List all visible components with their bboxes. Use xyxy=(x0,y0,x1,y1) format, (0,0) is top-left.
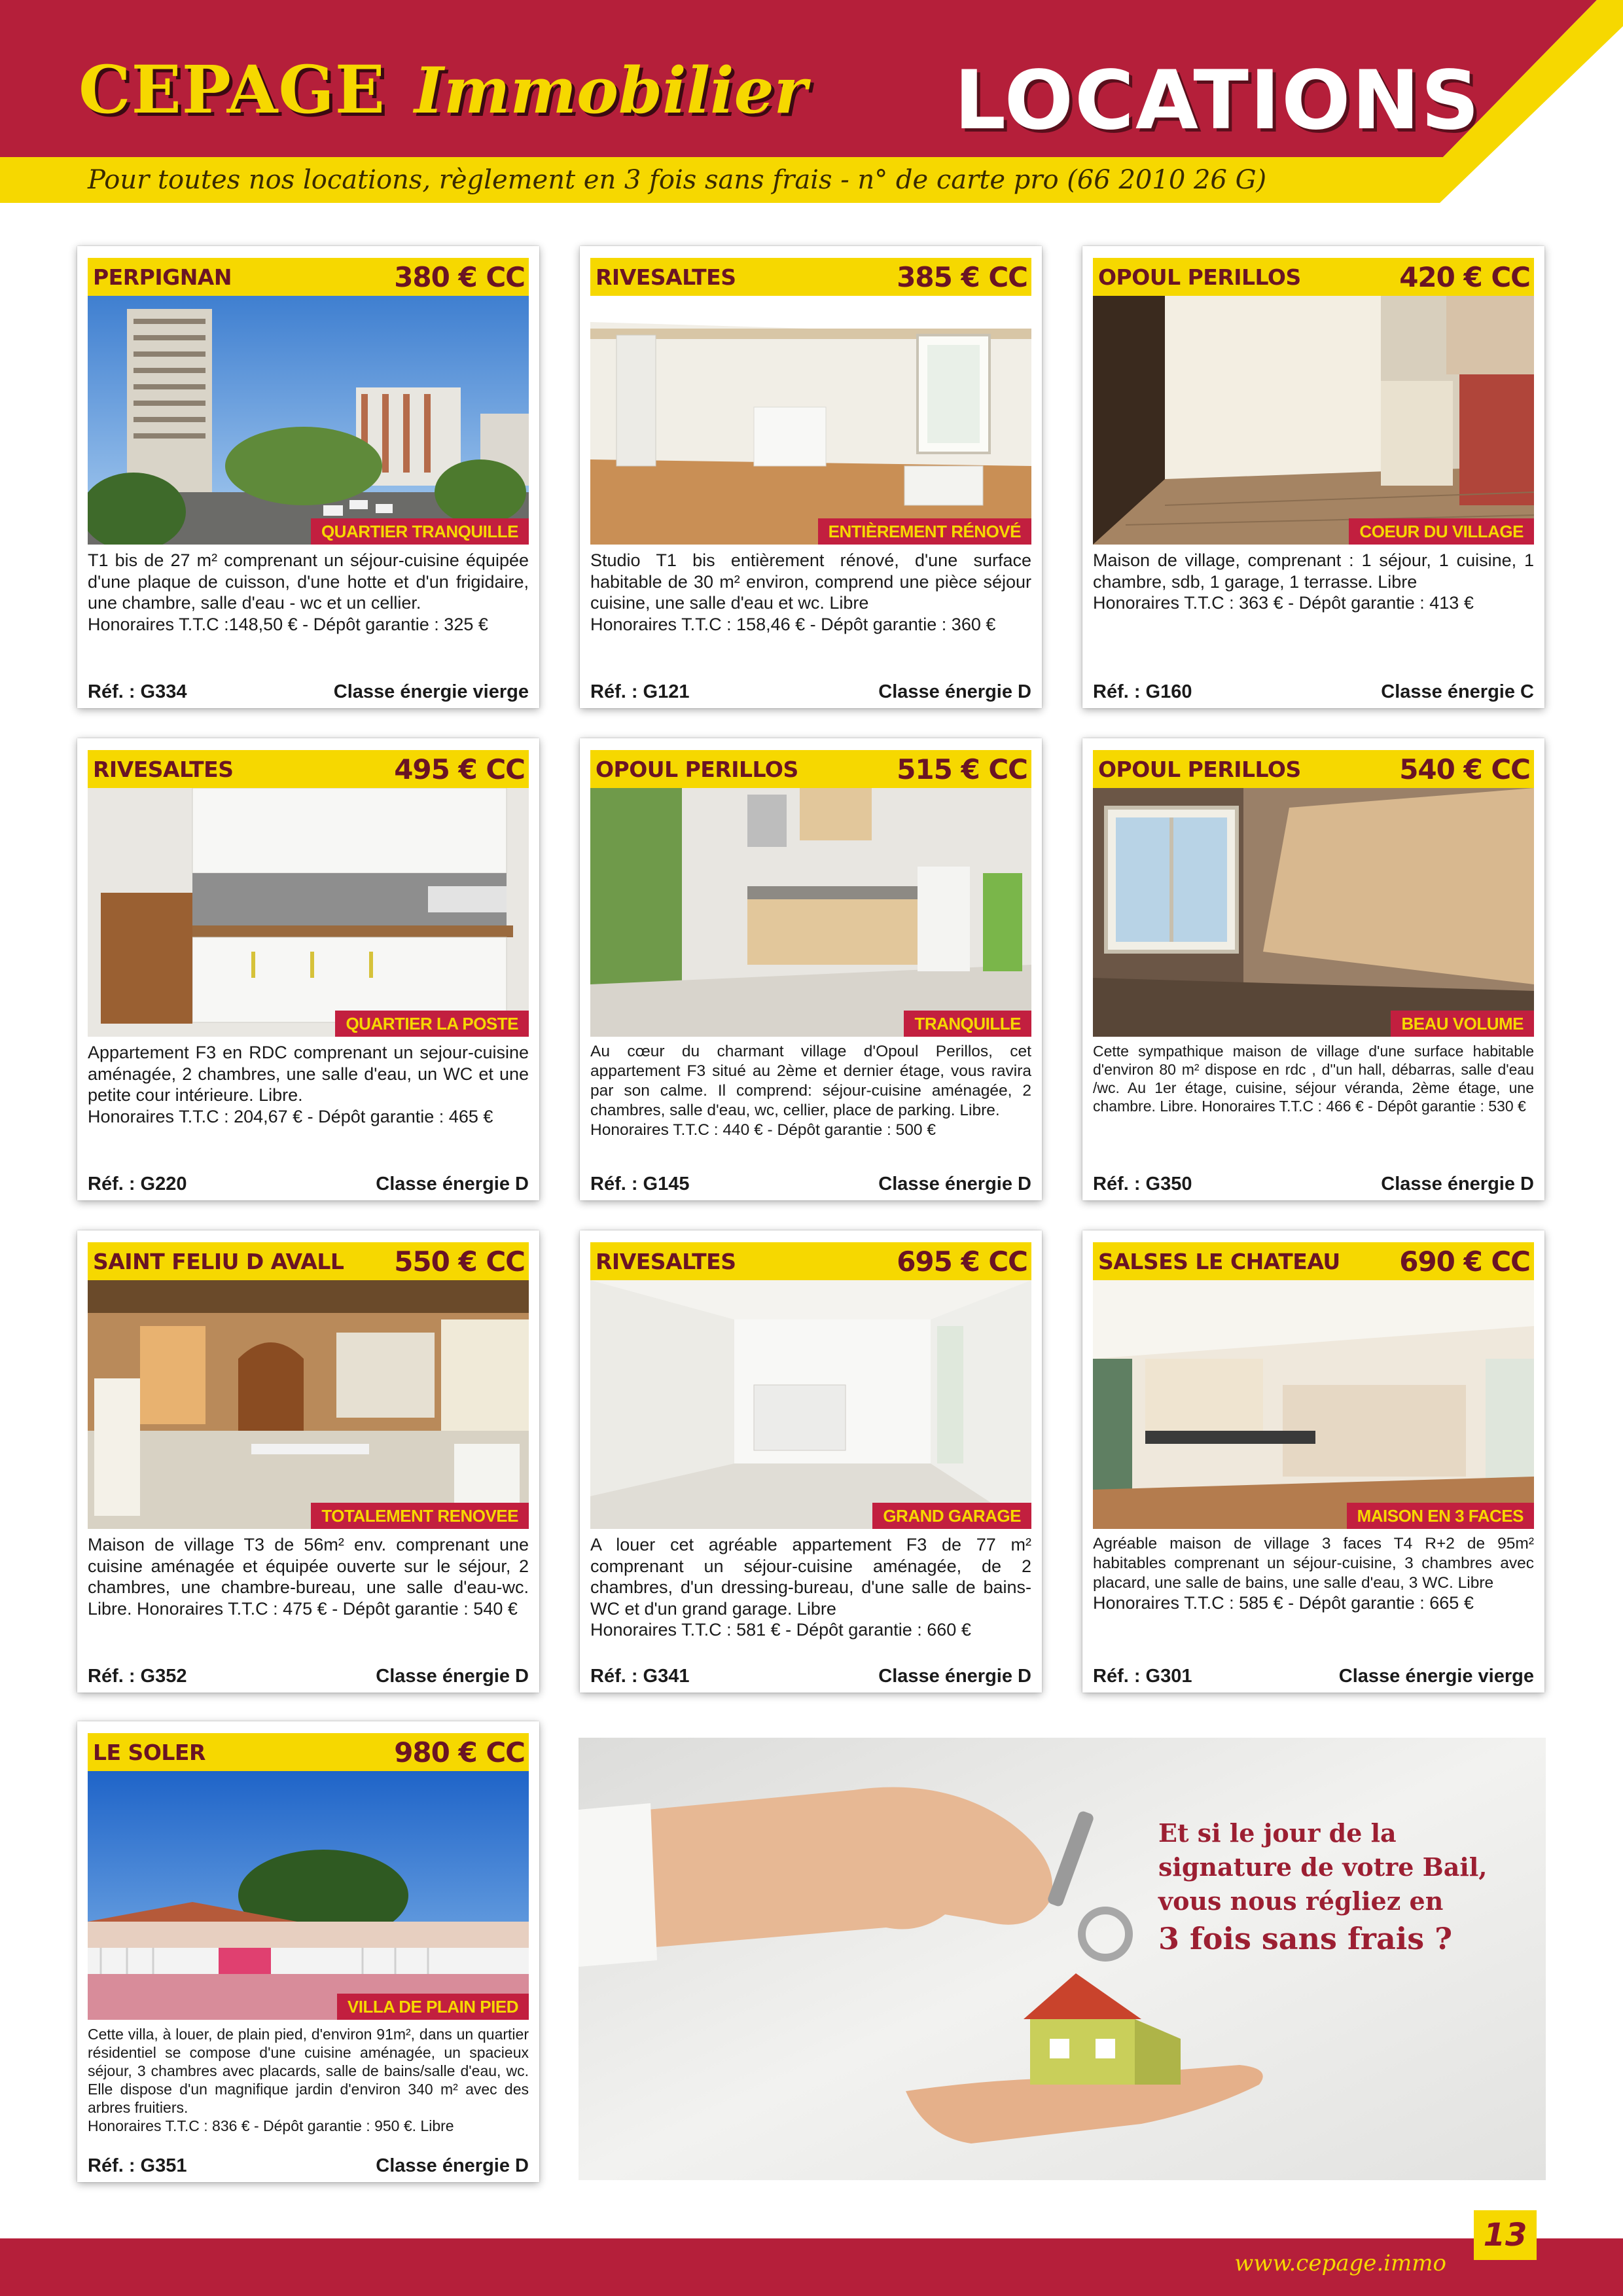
listing-card[interactable] xyxy=(77,738,539,1200)
listing-tag: GRAND GARAGE xyxy=(872,1503,1031,1529)
listing-energy: Classe énergie C xyxy=(1381,681,1534,702)
listing-energy: Classe énergie D xyxy=(1381,1174,1534,1194)
listing-card[interactable] xyxy=(1082,738,1544,1200)
listing-description xyxy=(88,550,529,635)
listing-title-bar xyxy=(590,750,1031,788)
listing-tag: TRANQUILLE xyxy=(904,1011,1031,1037)
listing-description xyxy=(1093,550,1534,614)
listing-city: RIVESALTES xyxy=(596,264,736,290)
listing-footer xyxy=(88,1174,529,1195)
listing-photo[interactable] xyxy=(1093,1280,1534,1529)
listing-photo[interactable] xyxy=(88,296,529,545)
listing-title-bar xyxy=(88,258,529,296)
brand-name: CEPAGE xyxy=(79,51,385,128)
listing-description xyxy=(1093,1042,1534,1115)
listing-photo[interactable] xyxy=(88,788,529,1037)
listing-fees: Honoraires T.T.C : 585 € - Dépôt garantie : 665 € xyxy=(1093,1593,1474,1613)
listing-price: 980 € CC xyxy=(394,1736,525,1768)
listing-desc-text: Cette villa, à louer, de plain pied, d'environ 91m², dans un quartier résidentiel se compose d'une cuisine aménagée, un spacieux séjour, 3 chambres avec placards, salle de bains/salle d'eau, wc. Elle dispose d'un magnifique jardin d'environ 340 m² avec des arbres fruitiers. xyxy=(88,2026,529,2116)
brand-logo xyxy=(79,51,807,143)
listing-city: SAINT FELIU D AVALL xyxy=(93,1248,344,1274)
listing-desc-text: T1 bis de 27 m² comprenant un séjour-cuisine équipée d'une plaque de cuisson, d'une hotte et d'un frigidaire, une chambre, salle d'eau - wc et un cellier. xyxy=(88,550,529,613)
listing-price: 385 € CC xyxy=(897,260,1027,293)
listing-footer xyxy=(88,681,529,703)
listing-description xyxy=(1093,1534,1534,1613)
listing-footer xyxy=(88,1666,529,1687)
listing-card[interactable] xyxy=(580,1230,1042,1693)
listing-fees: Honoraires T.T.C : 581 € - Dépôt garantie : 660 € xyxy=(590,1620,971,1640)
listing-price: 540 € CC xyxy=(1399,753,1530,785)
listing-photo[interactable] xyxy=(1093,296,1534,545)
listing-price: 380 € CC xyxy=(394,260,525,293)
listing-footer xyxy=(1093,1174,1534,1195)
promo-line: signature de votre Bail, xyxy=(1158,1852,1488,1882)
listing-photo[interactable] xyxy=(590,296,1031,545)
listing-city: LE SOLER xyxy=(93,1739,205,1765)
listing-desc-text: Cette sympathique maison de village d'une surface habitable d'environ 80 m² dispose en rdc , d''un hall, débarras, salle d'eau /wc. Au 1er étage, cuisine, séjour véranda, 2ème étage, une chambre. Libre. Honoraires T.T.C : 466 € - Dépôt garantie : 530 € xyxy=(1093,1043,1534,1115)
promo-line: Et si le jour de la xyxy=(1158,1818,1397,1848)
listing-footer xyxy=(1093,1666,1534,1687)
listing-photo[interactable] xyxy=(590,1280,1031,1529)
listing-city: OPOUL PERILLOS xyxy=(1098,756,1301,782)
listing-fees: Honoraires T.T.C : 836 € - Dépôt garantie : 950 €. Libre xyxy=(88,2117,454,2134)
listing-card[interactable] xyxy=(1082,1230,1544,1693)
listing-energy: Classe énergie D xyxy=(376,1666,529,1687)
listing-description xyxy=(590,1042,1031,1140)
listing-city: SALSES LE CHATEAU xyxy=(1098,1248,1340,1274)
page-header xyxy=(0,0,1623,203)
listing-price: 695 € CC xyxy=(897,1245,1027,1278)
promo-line: vous nous régliez en xyxy=(1158,1886,1444,1916)
listing-tag: BEAU VOLUME xyxy=(1391,1011,1534,1037)
listing-ref: Réf. : G341 xyxy=(590,1666,690,1687)
promo-line-highlight: 3 fois sans frais ? xyxy=(1158,1921,1453,1956)
listing-fees: Honoraires T.T.C : 440 € - Dépôt garantie : 500 € xyxy=(590,1121,936,1139)
listing-tag: QUARTIER LA POSTE xyxy=(335,1011,529,1037)
listing-ref: Réf. : G145 xyxy=(590,1174,690,1194)
listing-desc-text: Studio T1 bis entièrement rénové, d'une surface habitable de 30 m² environ, comprend une pièce séjour cuisine, une salle d'eau et wc. Libre xyxy=(590,550,1031,613)
listing-footer xyxy=(1093,681,1534,703)
listing-city: RIVESALTES xyxy=(596,1248,736,1274)
listing-city: PERPIGNAN xyxy=(93,264,232,290)
listing-energy: Classe énergie vierge xyxy=(333,681,529,702)
listing-description xyxy=(590,550,1031,635)
header-subtitle: Pour toutes nos locations, règlement en 3 fois sans frais - n° de carte pro (66 2010 26 G) xyxy=(88,165,1267,195)
listing-tag: MAISON EN 3 FACES xyxy=(1347,1503,1534,1529)
listing-energy: Classe énergie D xyxy=(878,1666,1031,1687)
listing-desc-text: Appartement F3 en RDC comprenant un sejour-cuisine aménagée, 2 chambres, une salle d'eau, un WC et une petite cour intérieure. Libre. xyxy=(88,1043,529,1105)
listing-energy: Classe énergie vierge xyxy=(1338,1666,1534,1687)
brand-subname: Immobilier xyxy=(414,54,808,128)
listing-ref: Réf. : G352 xyxy=(88,1666,187,1687)
listing-photo[interactable] xyxy=(88,1280,529,1529)
listing-energy: Classe énergie D xyxy=(376,1174,529,1194)
listing-card[interactable] xyxy=(77,1230,539,1693)
listing-price: 690 € CC xyxy=(1399,1245,1530,1278)
listing-card[interactable] xyxy=(1082,246,1544,708)
listing-tag: ENTIÈREMENT RÉNOVÉ xyxy=(818,518,1031,545)
website-link[interactable]: www.cepage.immo xyxy=(1234,2250,1446,2276)
listing-energy: Classe énergie D xyxy=(878,681,1031,702)
listing-ref: Réf. : G350 xyxy=(1093,1174,1192,1194)
listing-city: RIVESALTES xyxy=(93,756,234,782)
listing-price: 550 € CC xyxy=(394,1245,525,1278)
listing-ref: Réf. : G220 xyxy=(88,1174,187,1194)
listing-description xyxy=(88,2025,529,2135)
listing-title-bar xyxy=(1093,750,1534,788)
listing-title-bar xyxy=(88,750,529,788)
listing-energy: Classe énergie D xyxy=(376,2155,529,2176)
listing-title-bar xyxy=(88,1733,529,1771)
listing-ref: Réf. : G351 xyxy=(88,2155,187,2176)
listing-fees: Honoraires T.T.C : 158,46 € - Dépôt garantie : 360 € xyxy=(590,614,996,634)
listing-price: 515 € CC xyxy=(897,753,1027,785)
listing-title-bar xyxy=(1093,258,1534,296)
listing-tag: QUARTIER TRANQUILLE xyxy=(311,518,529,545)
listing-ref: Réf. : G160 xyxy=(1093,681,1192,702)
listing-desc-text: Agréable maison de village 3 faces T4 R+2 de 95m² habitables comprenant un séjour-cuisine, 3 chambres avec placard, une salle de bains, une salle d'eau, 3 WC. Libre xyxy=(1093,1535,1534,1592)
listing-photo[interactable] xyxy=(590,788,1031,1037)
listing-card[interactable] xyxy=(77,246,539,708)
listing-card[interactable] xyxy=(77,1721,539,2182)
listing-photo[interactable] xyxy=(1093,788,1534,1037)
listing-energy: Classe énergie D xyxy=(878,1174,1031,1194)
promo-banner[interactable] xyxy=(579,1738,1546,2180)
listing-card[interactable] xyxy=(580,738,1042,1200)
listing-description xyxy=(590,1534,1031,1641)
listing-description xyxy=(88,1042,529,1127)
listing-city: OPOUL PERILLOS xyxy=(1098,264,1301,290)
listing-footer xyxy=(590,1666,1031,1687)
listing-card[interactable] xyxy=(580,246,1042,708)
promo-text xyxy=(1158,1816,1487,1959)
listing-footer xyxy=(88,2155,529,2177)
listing-city: OPOUL PERILLOS xyxy=(596,756,798,782)
listing-ref: Réf. : G334 xyxy=(88,681,187,702)
listing-desc-text: Maison de village T3 de 56m² env. comprenant une cuisine aménagée et équipée ouverte sur le séjour, 2 chambres, une chambre-bureau, une salle d'eau-wc. Libre. Honoraires T.T.C : 475 € - Dépôt garantie : 540 € xyxy=(88,1535,529,1619)
page-number: 13 xyxy=(1474,2210,1537,2260)
listing-footer xyxy=(590,1174,1031,1195)
listing-description xyxy=(88,1534,529,1619)
section-title: LOCATIONS xyxy=(954,54,1481,148)
listing-footer xyxy=(590,681,1031,703)
listing-tag: TOTALEMENT RENOVEE xyxy=(311,1503,529,1529)
listing-desc-text: A louer cet agréable appartement F3 de 77 m² comprenant un séjour-cuisine aménagée, de 2 chambres, d'un dressing-bureau, d'une salle de bains-WC et d'un grand garage. Libre xyxy=(590,1535,1031,1619)
listing-title-bar xyxy=(1093,1242,1534,1280)
listing-photo[interactable] xyxy=(88,1771,529,2020)
listing-ref: Réf. : G121 xyxy=(590,681,690,702)
listing-fees: Honoraires T.T.C : 363 € - Dépôt garantie : 413 € xyxy=(1093,593,1474,613)
listing-price: 420 € CC xyxy=(1399,260,1530,293)
listing-title-bar xyxy=(88,1242,529,1280)
listing-fees: Honoraires T.T.C :148,50 € - Dépôt garantie : 325 € xyxy=(88,614,488,634)
page-footer xyxy=(0,2238,1623,2296)
listing-desc-text: Au cœur du charmant village d'Opoul Perillos, cet appartement F3 situé au 2ème et dernier étage, vous ravira par son calme. Il comprend: séjour-cuisine aménagée, 2 chambres, salle d'eau, wc, cellier, place de parking. Libre. xyxy=(590,1043,1031,1119)
listing-title-bar xyxy=(590,258,1031,296)
listing-desc-text: Maison de village, comprenant : 1 séjour, 1 cuisine, 1 chambre, sdb, 1 garage, 1 terrasse. Libre xyxy=(1093,550,1534,592)
listing-ref: Réf. : G301 xyxy=(1093,1666,1192,1687)
listing-price: 495 € CC xyxy=(394,753,525,785)
listing-tag: COEUR DU VILLAGE xyxy=(1349,518,1534,545)
listing-tag: VILLA DE PLAIN PIED xyxy=(337,1994,529,2020)
listing-title-bar xyxy=(590,1242,1031,1280)
listing-fees: Honoraires T.T.C : 204,67 € - Dépôt garantie : 465 € xyxy=(88,1106,493,1126)
